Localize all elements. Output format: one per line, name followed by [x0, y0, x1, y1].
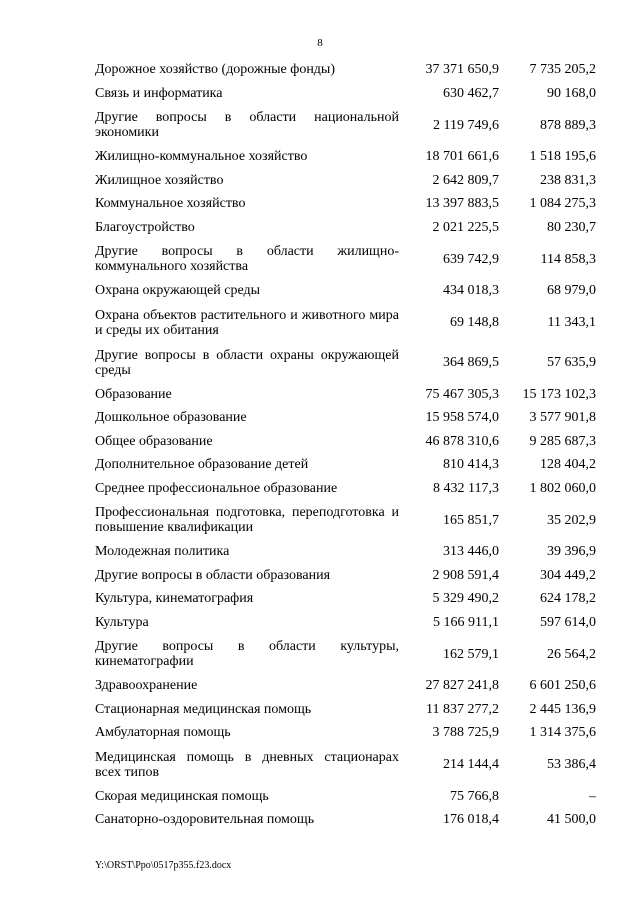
row-value-1: 8 432 117,3: [433, 480, 499, 496]
row-name: Общее образование: [95, 433, 213, 449]
row-name: Другие вопросы в области национальной экономики: [95, 110, 399, 140]
row-value-1: 810 414,3: [443, 457, 499, 473]
table-row: [95, 58, 600, 82]
row-name: Скорая медицинская помощь: [95, 788, 269, 804]
row-value-1: 11 837 277,2: [426, 701, 499, 717]
row-name: Охрана окружающей среды: [95, 283, 261, 299]
table-row: [95, 808, 600, 832]
row-name: Дорожное хозяйство (дорожные фонды): [95, 62, 336, 78]
row-value-2: 57 635,9: [547, 355, 596, 370]
row-value-2: 15 173 102,3: [522, 386, 596, 402]
table-row: [95, 540, 600, 564]
row-value-1: 313 446,0: [443, 544, 499, 560]
table-row: [95, 745, 600, 785]
row-name: Жилищно-коммунальное хозяйство: [95, 149, 308, 165]
row-value-1: 2 119 749,6: [433, 117, 499, 133]
row-name: Культура: [95, 614, 149, 630]
row-value-1: 214 144,4: [443, 757, 499, 772]
row-name: Другие вопросы в области образования: [95, 567, 331, 583]
table-row: [95, 500, 600, 540]
row-value-1: 27 827 241,8: [425, 678, 499, 694]
row-value-1: 13 397 883,5: [425, 196, 499, 212]
row-value-1: 69 148,8: [450, 315, 499, 330]
row-value-2: 11 343,1: [547, 315, 596, 330]
row-value-1: 3 788 725,9: [432, 725, 499, 741]
row-value-2: 53 386,4: [547, 757, 596, 772]
row-value-2: 878 889,3: [540, 117, 596, 133]
row-name: Молодежная политика: [95, 544, 230, 560]
row-name: Санаторно-оздоровительная помощь: [95, 812, 315, 828]
row-value-2: 26 564,2: [547, 646, 596, 662]
row-value-1: 364 869,5: [443, 355, 499, 370]
row-value-2: 114 858,3: [540, 251, 596, 267]
row-value-1: 5 166 911,1: [433, 614, 499, 630]
file-path-footer: Y:\ORST\Ppo\0517p355.f23.docx: [95, 860, 232, 871]
row-value-2: 304 449,2: [540, 567, 596, 583]
row-value-1: 165 851,7: [443, 512, 499, 528]
row-value-1: 75 766,8: [450, 788, 499, 804]
row-name: Другие вопросы в области культуры, кинематографии: [95, 639, 399, 669]
row-value-2: –: [589, 788, 596, 804]
row-name: Культура, кинематография: [95, 591, 254, 607]
table-row: [95, 634, 600, 674]
row-value-1: 639 742,9: [443, 251, 499, 267]
row-value-1: 434 018,3: [443, 283, 499, 299]
row-value-1: 2 642 809,7: [432, 172, 499, 188]
row-value-1: 176 018,4: [443, 812, 499, 828]
table-row: [95, 303, 600, 343]
row-value-1: 5 329 490,2: [432, 591, 499, 607]
row-name: Другие вопросы в области охраны окружающей среды: [95, 347, 399, 378]
row-value-2: 1 518 195,6: [529, 149, 596, 165]
budget-table: [95, 58, 600, 832]
row-value-2: 1 084 275,3: [529, 196, 596, 212]
table-row: [95, 721, 600, 745]
table-row: [95, 239, 600, 279]
table-row: [95, 145, 600, 169]
row-value-1: 630 462,7: [443, 85, 499, 101]
page-number: 8: [317, 37, 323, 49]
table-row: [95, 343, 600, 383]
row-name: Связь и информатика: [95, 85, 223, 101]
row-name: Среднее профессиональное образование: [95, 480, 338, 496]
row-value-2: 6 601 250,6: [529, 678, 596, 694]
row-value-2: 2 445 136,9: [529, 701, 596, 717]
row-value-1: 15 958 574,0: [425, 410, 499, 426]
row-value-2: 39 396,9: [547, 544, 596, 560]
budget-table-body: [95, 58, 600, 832]
row-value-2: 238 831,3: [540, 172, 596, 188]
row-value-2: 35 202,9: [547, 512, 596, 528]
row-value-1: 75 467 305,3: [425, 386, 499, 402]
row-value-1: 2 908 591,4: [432, 567, 499, 583]
row-name: Охрана объектов растительного и животного мира и среды их обитания: [95, 307, 399, 338]
row-value-2: 1 314 375,6: [529, 725, 596, 741]
row-value-2: 9 285 687,3: [529, 433, 596, 449]
row-name: Жилищное хозяйство: [95, 172, 224, 188]
table-row: [95, 453, 600, 477]
row-value-2: 80 230,7: [547, 219, 596, 235]
row-value-1: 46 878 310,6: [425, 433, 499, 449]
table-row: [95, 192, 600, 216]
row-name: Коммунальное хозяйство: [95, 196, 246, 212]
row-value-2: 7 735 205,2: [529, 62, 596, 78]
row-value-1: 18 701 661,6: [425, 149, 499, 165]
table-row: [95, 564, 600, 588]
table-row: [95, 785, 600, 809]
row-name: Благоустройство: [95, 219, 195, 235]
row-value-1: 162 579,1: [443, 646, 499, 662]
row-value-2: 1 802 060,0: [529, 480, 596, 496]
row-value-2: 624 178,2: [540, 591, 596, 607]
table-row: [95, 477, 600, 501]
table-row: [95, 611, 600, 635]
row-name: Другие вопросы в области жилищно-коммунального хозяйства: [95, 244, 399, 274]
row-name: Медицинская помощь в дневных стационарах всех типов: [95, 749, 399, 780]
table-row: [95, 279, 600, 303]
table-row: [95, 698, 600, 722]
row-name: Образование: [95, 386, 172, 402]
table-row: [95, 169, 600, 193]
table-row: [95, 105, 600, 145]
row-name: Профессиональная подготовка, переподготовка и повышение квалификации: [95, 505, 399, 535]
row-value-1: 37 371 650,9: [425, 62, 499, 78]
row-value-2: 90 168,0: [547, 85, 596, 101]
row-value-1: 2 021 225,5: [432, 219, 499, 235]
row-value-2: 3 577 901,8: [529, 410, 596, 426]
table-row: [95, 216, 600, 240]
row-name: Здравоохранение: [95, 678, 198, 694]
row-name: Амбулаторная помощь: [95, 725, 231, 741]
table-row: [95, 587, 600, 611]
table-row: [95, 406, 600, 430]
table-row: [95, 430, 600, 454]
row-name: Дополнительное образование детей: [95, 457, 309, 473]
row-value-2: 597 614,0: [540, 614, 596, 630]
table-row: [95, 383, 600, 407]
row-name: Дошкольное образование: [95, 410, 247, 426]
table-row: [95, 674, 600, 698]
row-value-2: 128 404,2: [540, 457, 596, 473]
row-value-2: 68 979,0: [547, 283, 596, 299]
row-name: Стационарная медицинская помощь: [95, 701, 312, 717]
row-value-2: 41 500,0: [547, 812, 596, 828]
table-row: [95, 82, 600, 106]
